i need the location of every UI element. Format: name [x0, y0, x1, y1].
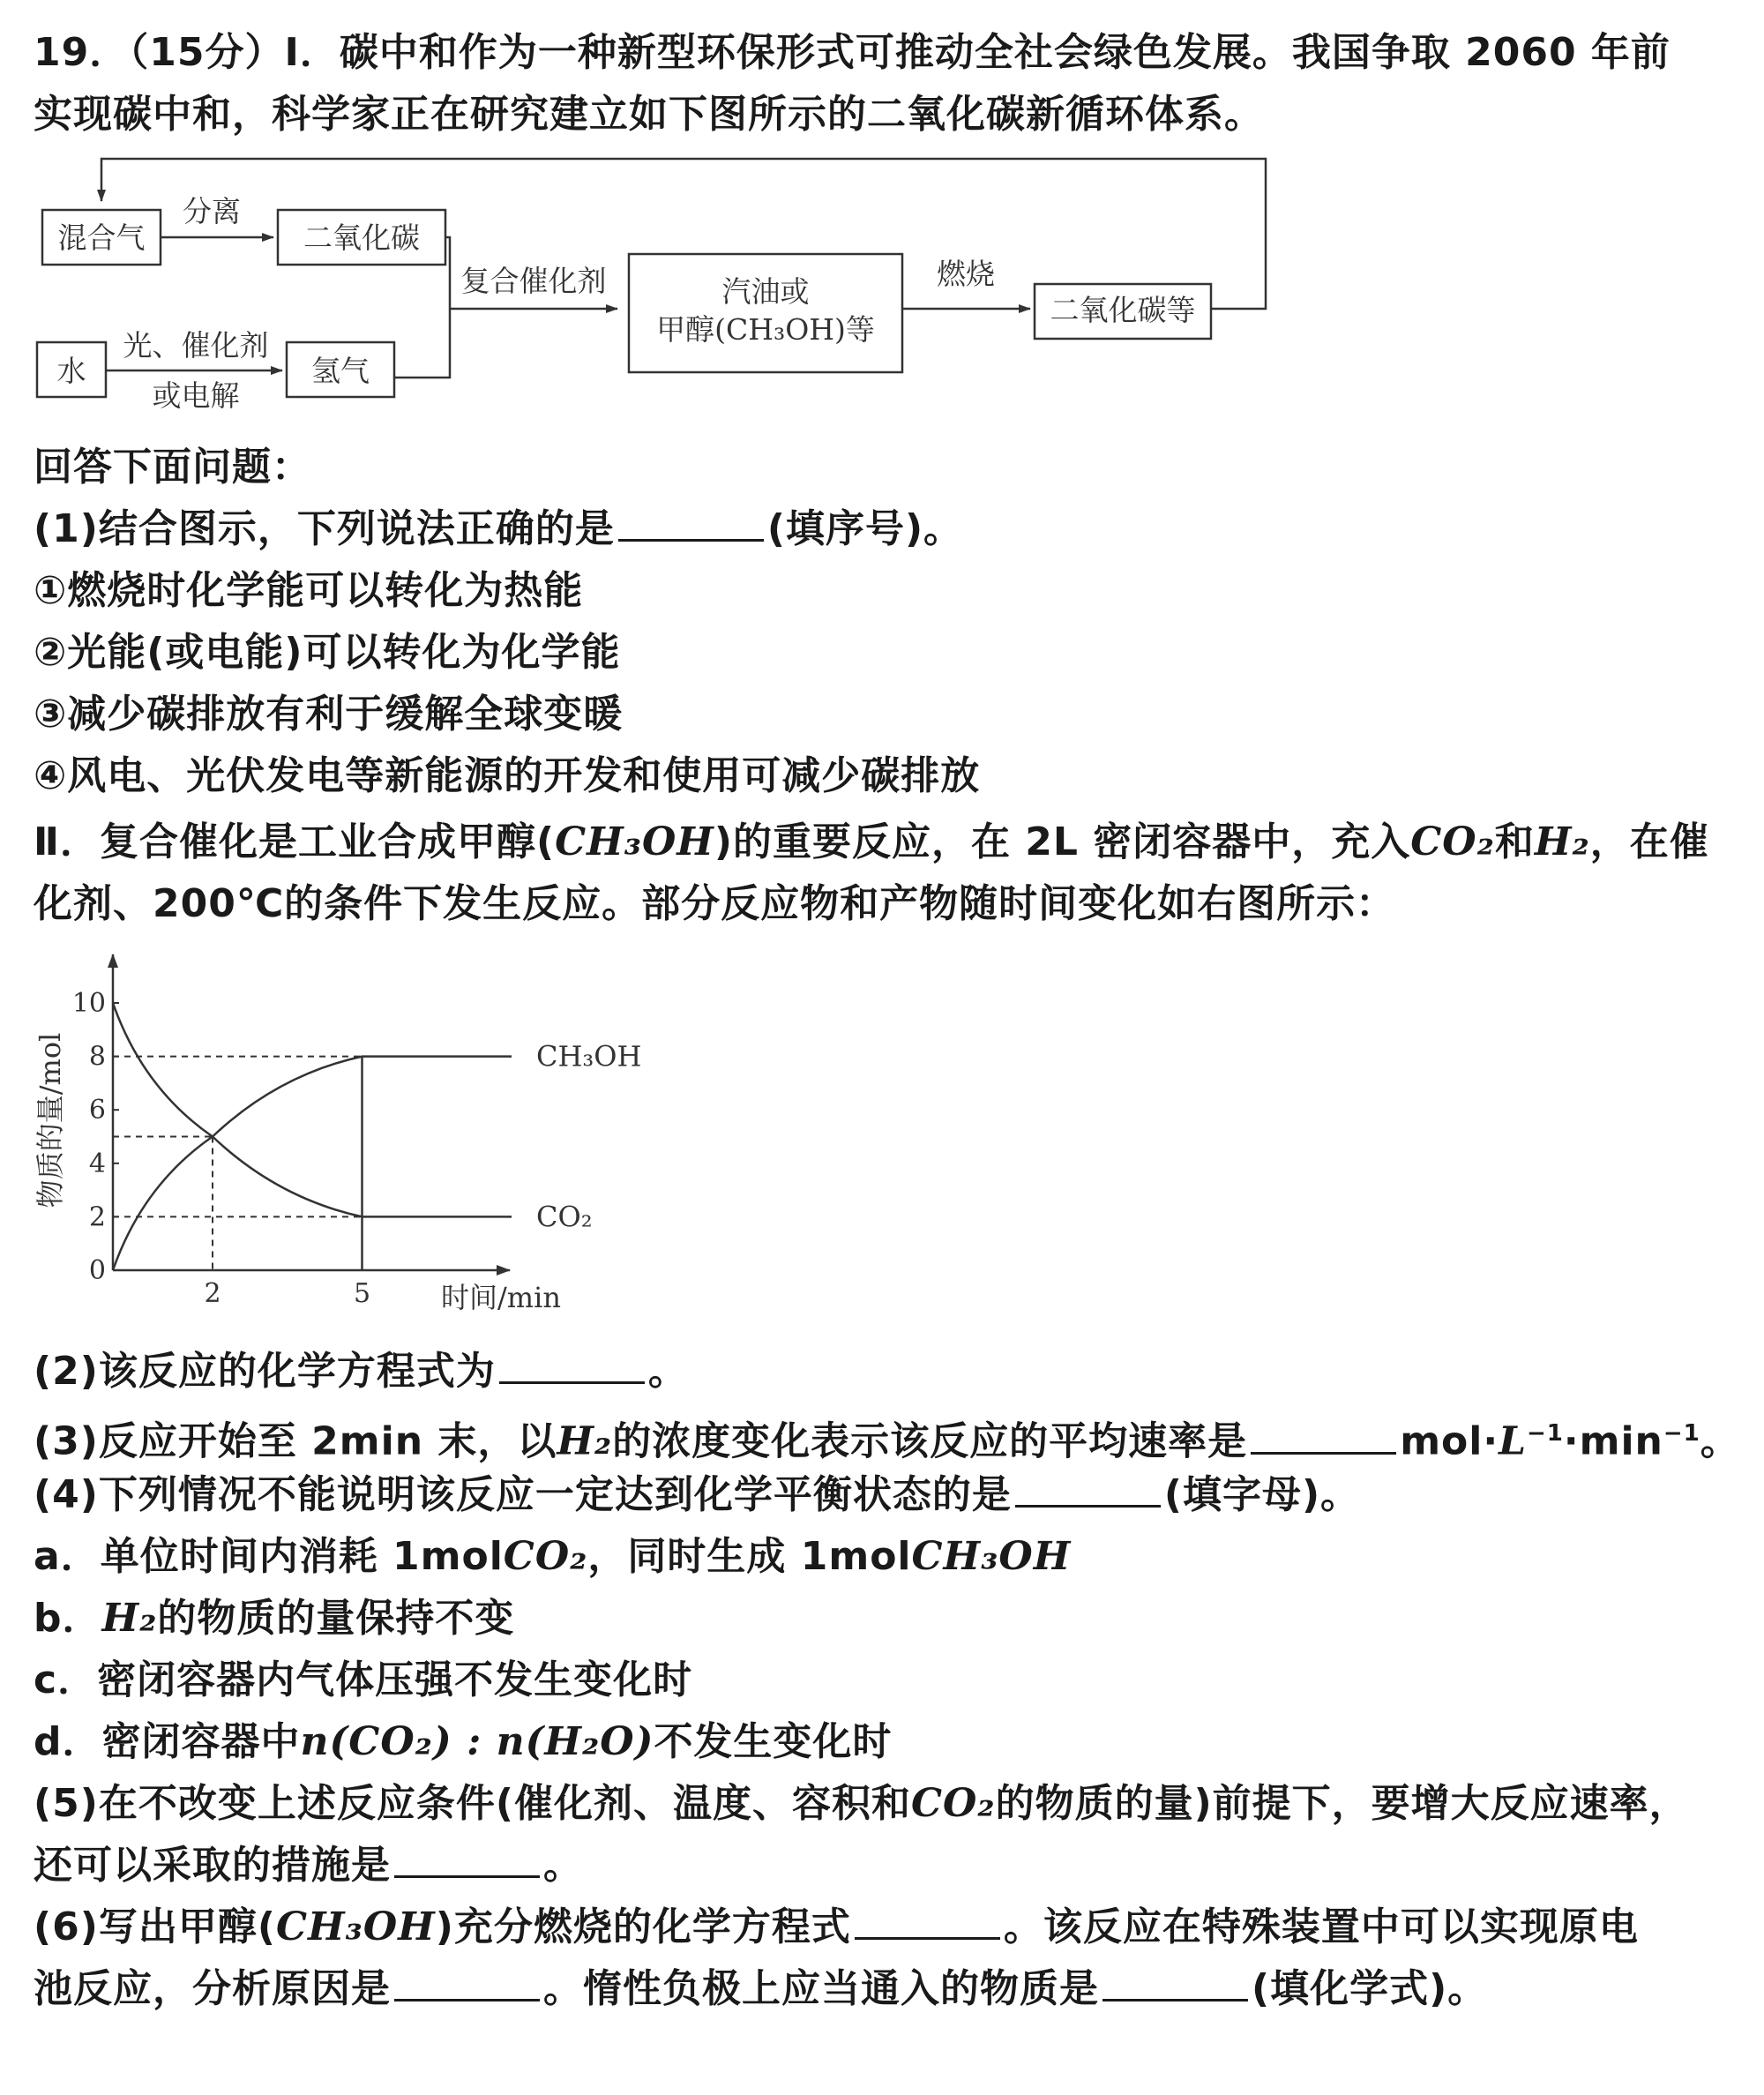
series-line-co2: [113, 1003, 512, 1216]
x-axis-label: 时间/min: [441, 1281, 561, 1314]
y-tick-label: 2: [88, 1201, 106, 1233]
co2-cycle-diagram: [26, 150, 1314, 415]
answer-blank-q1[interactable]: [618, 504, 764, 542]
y-tick-label: 4: [88, 1148, 106, 1179]
y-tick-label: 0: [88, 1255, 106, 1286]
option-4: ④风电、光伏发电等新能源的开发和使用可减少碳排放: [34, 753, 981, 798]
part-2-intro-line-2: 化剂、200℃的条件下发生反应。部分反应物和产物随时间变化如右图所示：: [34, 881, 1396, 926]
question-4-option-d: d．密闭容器中n(CO₂) : n(H₂O)不发生变化时: [34, 1719, 893, 1764]
option-3: ③减少碳排放有利于缓解全球变暖: [34, 692, 624, 737]
time-amount-chart: [26, 944, 662, 1332]
series-label-co2: CO₂: [536, 1200, 593, 1234]
co2-label: 二氧化碳: [303, 221, 420, 255]
answer-blank-q5[interactable]: [394, 1840, 540, 1878]
y-tick-label: 6: [88, 1095, 106, 1126]
hydrogen-label: 氢气: [311, 354, 370, 388]
intro-line-2: 实现碳中和，科学家正在研究建立如下图所示的二氧化碳新循环体系。: [34, 92, 1264, 137]
product-label-1: 汽油或: [721, 274, 810, 309]
answer-blank-q6-equation[interactable]: [855, 1902, 1000, 1940]
series-line-ch3oh: [113, 1057, 512, 1270]
question-1: (1)结合图示，下列说法正确的是 (填序号)。: [34, 503, 963, 556]
question-4-option-b: b．H₂的物质的量保持不变: [34, 1596, 515, 1641]
question-3: (3)反应开始至 2min 末，以H₂的浓度变化表示该反应的平均速率是 $mol\cdot L^{-1}\cdot\min^{-1}$。: [34, 1407, 1740, 1469]
combustion-label: 燃烧: [937, 257, 995, 291]
composite-catalyst-label: 复合催化剂: [460, 264, 607, 298]
option-2: ②光能(或电能)可以转化为化学能: [34, 630, 621, 675]
question-4: (4)下列情况不能说明该反应一定达到化学平衡状态的是 (填字母)。: [34, 1469, 1360, 1522]
question-6-line-2: 池反应，分析原因是 。惰性负极上应当通入的物质是 (填化学式)。: [34, 1963, 1487, 2016]
separate-label: 分离: [183, 194, 241, 228]
part-2-intro-line-1: Ⅱ．复合催化是工业合成甲醇(CH₃OH)的重要反应，在 2L 密闭容器中，充入CO₂和H₂，在催: [34, 819, 1709, 864]
answer-blank-q3[interactable]: [1251, 1417, 1396, 1455]
co2-etc-label: 二氧化碳等: [1050, 293, 1196, 327]
product-label-2: 甲醇(CH₃OH)等: [656, 312, 875, 347]
water-label: 水: [56, 354, 86, 388]
electrolysis-label: 或电解: [152, 378, 240, 413]
x-tick-label: 2: [204, 1278, 221, 1309]
question-4-option-a: a．单位时间内消耗 1molCO₂，同时生成 1molCH₃OH: [34, 1534, 1072, 1579]
question-6-line-1: (6)写出甲醇(CH₃OH)充分燃烧的化学方程式 。该反应在特殊装置中可以实现原电: [34, 1901, 1639, 1954]
intro-line-1: 19．（15分）Ⅰ．碳中和作为一种新型环保形式可推动全社会绿色发展。我国争取 2060 年前: [34, 30, 1671, 75]
y-axis-label: 物质的量/mol: [34, 1032, 67, 1208]
answer-prompt: 回答下面问题：: [34, 445, 311, 490]
y-tick-label: 10: [71, 988, 106, 1019]
option-1: ①燃烧时化学能可以转化为热能: [34, 568, 584, 613]
answer-blank-q6-reason[interactable]: [394, 1964, 540, 2001]
x-tick-label: 5: [353, 1278, 371, 1309]
question-5-line-2: 还可以采取的措施是 。: [34, 1839, 583, 1892]
light-catalyst-label: 光、催化剂: [123, 328, 269, 363]
mixed-gas-label: 混合气: [57, 221, 146, 255]
series-label-ch3oh: CH₃OH: [536, 1039, 642, 1074]
y-tick-label: 8: [88, 1041, 106, 1073]
answer-blank-q6-substance[interactable]: [1102, 1964, 1248, 2001]
question-2: (2)该反应的化学方程式为 。: [34, 1345, 688, 1398]
answer-blank-q2[interactable]: [499, 1346, 645, 1384]
question-5-line-1: (5)在不改变上述反应条件(催化剂、温度、容积和CO₂的物质的量)前提下，要增大反应速率，: [34, 1781, 1689, 1826]
question-4-option-c: c．密闭容器内气体压强不发生变化时: [34, 1657, 693, 1702]
answer-blank-q4[interactable]: [1015, 1470, 1161, 1508]
